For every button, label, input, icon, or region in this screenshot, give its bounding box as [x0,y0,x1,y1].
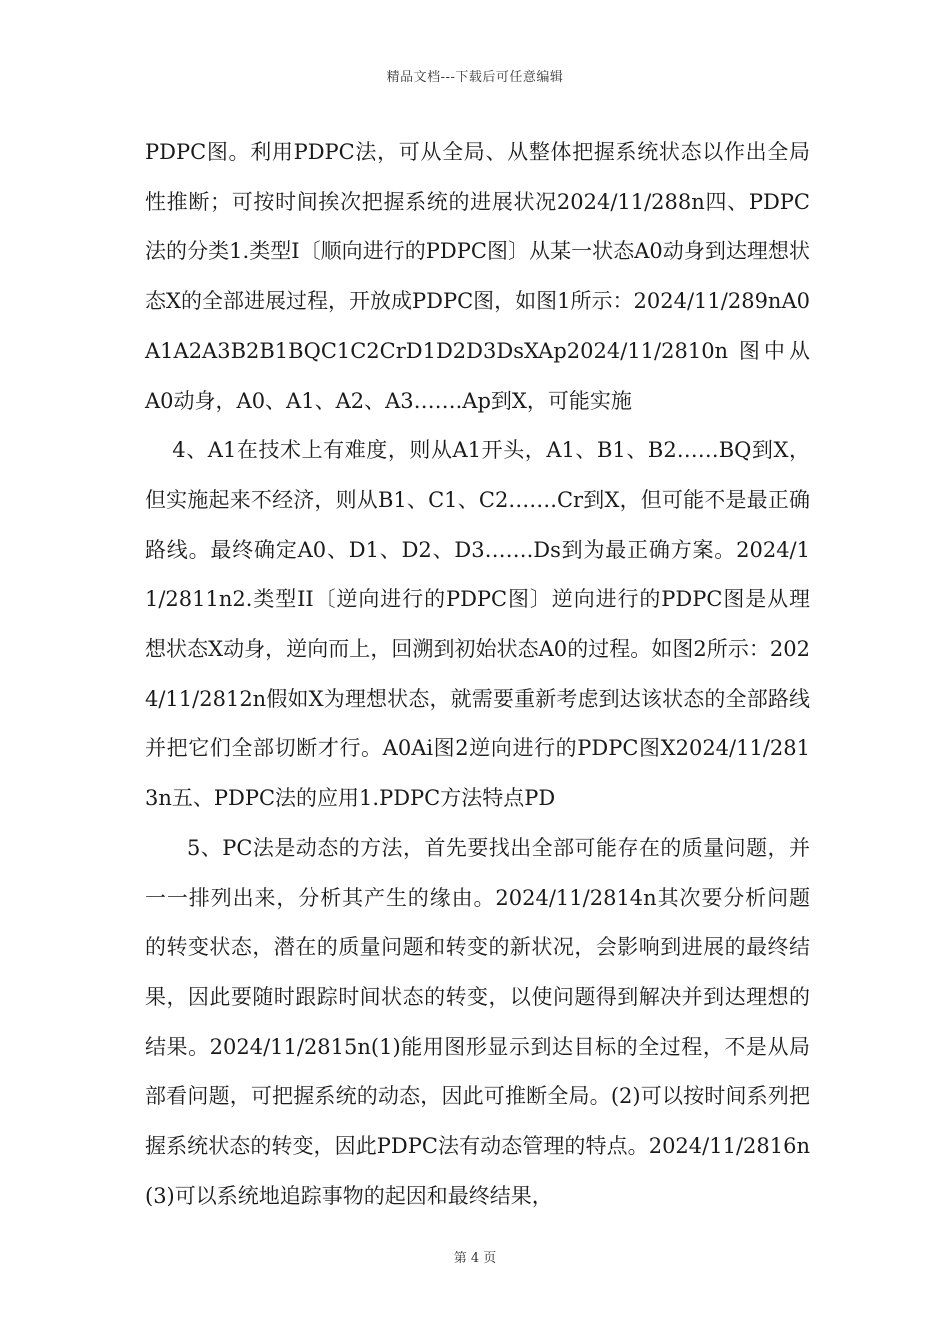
paragraph-2: 4、A1在技术上有难度，则从A1开头，A1、B1、B2……BQ到X，但实施起来不经济，则从B1、C1、C2…….Cr到X，但可能不是最正确路线。最终确定A0、D1、D2、D3…….Ds到为最正确方案。2024/11/2811n2.类型II〔逆向进行的PDPC图〕逆向进行的PDPC图是从理想状态X动身，逆向而上，回溯到初始状态A0的过程。如图2所示：2024/11/2812n假如X为理想状态，就需要重新考虑到达该状态的全部路线并把它们全部切断才行。A0Ai图2逆向进行的PDPC图X2024/11/2813n五、PDPC法的应用1.PDPC方法特点PD [145,438,810,811]
document-body [145,128,810,1221]
page-header: 精品文档---下载后可任意编辑 [386,70,564,85]
paragraph-1: PDPC图。利用PDPC法，可从全局、从整体把握系统状态以作出全局性推断；可按时间挨次把握系统的进展状况2024/11/288n四、PDPC法的分类1.类型I〔顺向进行的PDPC图〕从某一状态A0动身到达理想状态X的全部进展过程，开放成PDPC图，如图1所示：2024/11/289nA0A1A2A3B2B1BQC1C2CrD1D2D3DsXAp2024/11/2810n 图中从A0动身，A0、A1、A2、A3…….Ap到X，可能实施 [145,140,810,413]
paragraph-3: 5、PC法是动态的方法，首先要找出全部可能存在的质量问题，并一一排列出来，分析其产生的缘由。2024/11/2814n其次要分析问题的转变状态，潜在的质量问题和转变的新状况，会影响到进展的最终结果，因此要随时跟踪时间状态的转变，以使问题得到解决并到达理想的结果。2024/11/2815n(1)能用图形显示到达目标的全过程，不是从局部看问题，可把握系统的动态，因此可推断全局。(2)可以按时间系列把握系统状态的转变，因此PDPC法有动态管理的特点。2024/11/2816n(3)可以系统地追踪事物的起因和最终结果， [145,835,810,1208]
page-number: 第 4 页 [453,1251,497,1266]
